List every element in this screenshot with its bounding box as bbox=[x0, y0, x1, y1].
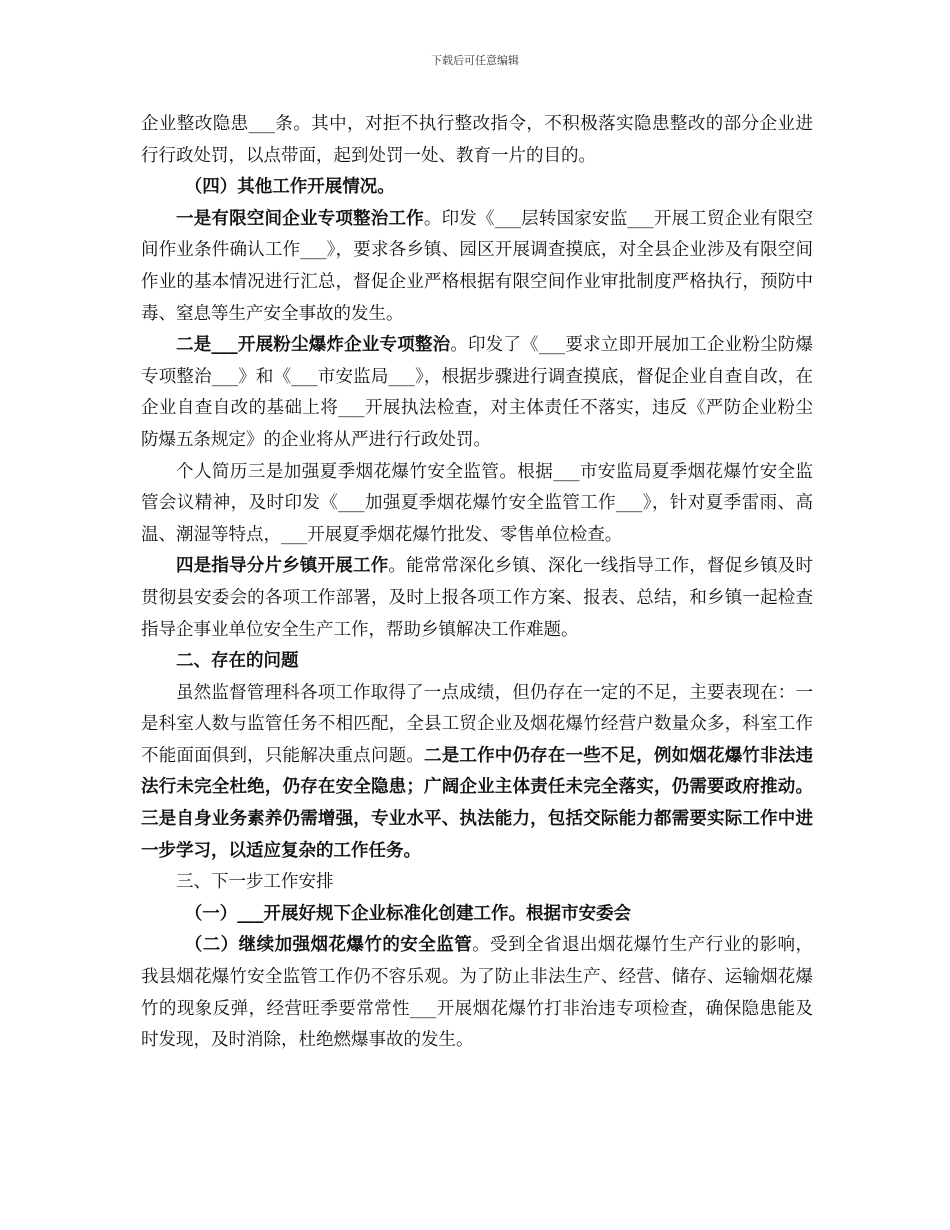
section-heading-other-work: （四）其他工作开展情况。 bbox=[184, 177, 395, 198]
paragraph-lead-bold: 四是指导分片乡镇开展工作 bbox=[176, 556, 389, 577]
paragraph-rectification: 企业整改隐患___条。其中，对拒不执行整改指令，不积极落实隐患整改的部分企业进行行政处罚，以点带面，起到处罚一处、教育一片的目的。 bbox=[141, 114, 813, 166]
section-heading-next-steps: 三、下一步工作安排 bbox=[176, 872, 334, 893]
document-body bbox=[141, 109, 813, 1057]
section-heading-problems: 二、存在的问题 bbox=[176, 651, 299, 672]
paragraph-body-bold: 二是工作中仍存在一些不足，例如烟花爆竹非法违法行未完全杜绝，仍存在安全隐患；广阔企业主体责任未完全落实，仍需要政府推动。三是自身业务素养仍需增强，专业水平、执法能力，包括交际能力都需要实际工作中进一步学习，以适应复杂的工作任务。 bbox=[141, 745, 814, 861]
paragraph-confined-space bbox=[141, 204, 813, 330]
page-header: 下载后可任意编辑 bbox=[431, 54, 519, 67]
paragraph-dust-explosion bbox=[141, 330, 813, 456]
paragraph-lead-bold: （二）继续加强烟花爆竹的安全监管 bbox=[184, 935, 473, 956]
paragraph-lead-bold: 二是___开展粉尘爆炸企业专项整治 bbox=[176, 335, 451, 356]
paragraph-fireworks-supervision bbox=[141, 930, 813, 1056]
paragraph-body-text: 虽然监督管理科各项工作取得了一点成绩，但仍存在一定的不足，主要表现在：一是科室人数与监管任务不相匹配，全县工贸企业及烟花爆竹经营户数量众多，科室工作不能面面俱到，只能解决重点问题。 bbox=[141, 682, 813, 766]
paragraph-body-text: 。印发《___层转国家安监___开展工贸企业有限空间作业条件确认工作___》，要求各乡镇、园区开展调查摸底，对全县企业涉及有限空间作业的基本情况进行汇总，督促企业严格根据有限空间作业审批制度严格执行，预防中毒、窒息等生产安全事故的发生。 bbox=[141, 208, 814, 324]
paragraph-body-text: 。受到全省退出烟花爆竹生产行业的影响，我县烟花爆竹安全监管工作仍不容乐观。为了防止非法生产、经营、储存、运输烟花爆竹的现象反弹，经营旺季要常常性___开展烟花爆竹打非治违专项检查，确保隐患能及时发现，及时消除，杜绝燃爆事故的发生。 bbox=[141, 935, 814, 1051]
paragraph-standardization: （一）___开展好规下企业标准化创建工作。根据市安委会 bbox=[184, 903, 631, 924]
paragraph-fireworks-summer: 个人简历三是加强夏季烟花爆竹安全监管。根据___市安监局夏季烟花爆竹安全监管会议精神，及时印发《___加强夏季烟花爆竹安全监管工作___》，针对夏季雷雨、高温、潮湿等特点，___开展夏季烟花爆竹批发、零售单位检查。 bbox=[141, 461, 813, 545]
paragraph-problems bbox=[141, 678, 813, 868]
paragraph-body-text: 。能常常深化乡镇、深化一线指导工作，督促乡镇及时贯彻县安委会的各项工作部署，及时上报各项工作方案、报表、总结，和乡镇一起检查指导企事业单位安全生产工作，帮助乡镇解决工作难题。 bbox=[141, 556, 814, 640]
paragraph-township-guidance bbox=[141, 551, 813, 646]
paragraph-body-text: 。印发了《___要求立即开展加工企业粉尘防爆专项整治___》和《___市安监局___》，根据步骤进行调查摸底，督促企业自查自改，在企业自查自改的基础上将___开展执法检查，对主体责任不落实，违反《严防企业粉尘防爆五条规定》的企业将从严进行行政处罚。 bbox=[141, 335, 814, 450]
paragraph-lead-bold: 一是有限空间企业专项整治工作 bbox=[176, 208, 424, 229]
